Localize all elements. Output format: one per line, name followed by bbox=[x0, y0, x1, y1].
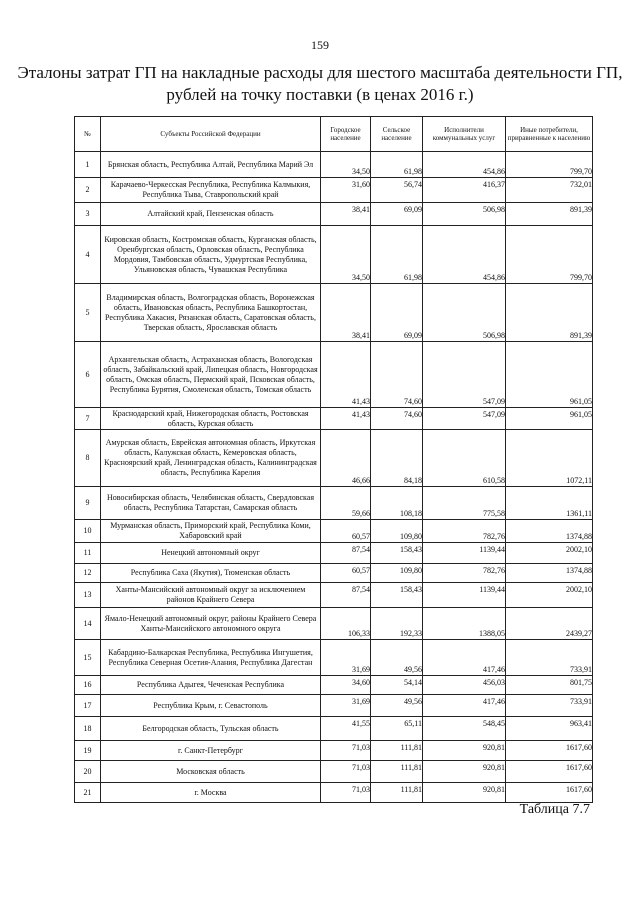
row-number: 6 bbox=[75, 342, 101, 408]
row-urban-value: 71,03 bbox=[321, 741, 371, 761]
row-other-value: 961,05 bbox=[506, 408, 593, 430]
row-urban-value: 34,60 bbox=[321, 676, 371, 695]
row-region: Ямало-Ненецкий автономный округ, районы Крайнего Севера Ханты-Мансийского автономного округа bbox=[101, 608, 321, 640]
row-urban-value: 38,41 bbox=[321, 284, 371, 342]
table-row bbox=[75, 783, 593, 803]
row-number: 10 bbox=[75, 520, 101, 543]
row-other-value: 1361,11 bbox=[506, 487, 593, 520]
row-region: Архангельская область, Астраханская область, Вологодская область, Забайкальский край, Липецкая область, Новгородская область, Омская область, Пермский край, Псковская область, Республика Бурятия, Смоленская область, Томская область bbox=[101, 342, 321, 408]
row-utility-value: 456,03 bbox=[423, 676, 506, 695]
row-rural-value: 108,18 bbox=[371, 487, 423, 520]
row-number: 15 bbox=[75, 640, 101, 676]
row-other-value: 1374,88 bbox=[506, 520, 593, 543]
table-row bbox=[75, 342, 593, 408]
table-caption: Таблица 7.7 bbox=[519, 802, 590, 817]
row-other-value: 2002,10 bbox=[506, 583, 593, 608]
row-rural-value: 74,60 bbox=[371, 408, 423, 430]
row-region: Московская область bbox=[101, 761, 321, 783]
table-row bbox=[75, 408, 593, 430]
row-region: Новосибирская область, Челябинская область, Свердловская область, Республика Татарстан, Самарская область bbox=[101, 487, 321, 520]
row-number: 4 bbox=[75, 226, 101, 284]
row-utility-value: 1139,44 bbox=[423, 543, 506, 564]
row-other-value: 2002,10 bbox=[506, 543, 593, 564]
row-utility-value: 920,81 bbox=[423, 741, 506, 761]
row-urban-value: 106,33 bbox=[321, 608, 371, 640]
row-region: Белгородская область, Тульская область bbox=[101, 717, 321, 741]
row-number: 20 bbox=[75, 761, 101, 783]
row-other-value: 963,41 bbox=[506, 717, 593, 741]
row-urban-value: 31,69 bbox=[321, 640, 371, 676]
row-utility-value: 506,98 bbox=[423, 284, 506, 342]
row-region: Республика Адыгея, Чеченская Республика bbox=[101, 676, 321, 695]
row-urban-value: 41,43 bbox=[321, 342, 371, 408]
row-other-value: 1374,88 bbox=[506, 564, 593, 583]
row-region: Мурманская область, Приморский край, Республика Коми, Хабаровский край bbox=[101, 520, 321, 543]
row-rural-value: 111,81 bbox=[371, 761, 423, 783]
row-utility-value: 547,09 bbox=[423, 342, 506, 408]
row-region: Кабардино-Балкарская Республика, Республика Ингушетия, Республика Северная Осетия-Алания, Республика Дагестан bbox=[101, 640, 321, 676]
row-urban-value: 34,50 bbox=[321, 226, 371, 284]
row-rural-value: 158,43 bbox=[371, 543, 423, 564]
row-utility-value: 1388,05 bbox=[423, 608, 506, 640]
row-urban-value: 46,66 bbox=[321, 430, 371, 487]
row-utility-value: 506,98 bbox=[423, 203, 506, 226]
row-rural-value: 61,98 bbox=[371, 226, 423, 284]
row-utility-value: 775,58 bbox=[423, 487, 506, 520]
row-utility-value: 547,09 bbox=[423, 408, 506, 430]
row-other-value: 891,39 bbox=[506, 284, 593, 342]
row-rural-value: 158,43 bbox=[371, 583, 423, 608]
row-utility-value: 920,81 bbox=[423, 783, 506, 803]
header-number: № bbox=[75, 117, 101, 152]
row-other-value: 801,75 bbox=[506, 676, 593, 695]
row-region: Владимирская область, Волгоградская область, Воронежская область, Ивановская область, Республика Башкортостан, Республика Хакасия, Рязанская область, Саратовская область, Тверская область, Ярославская область bbox=[101, 284, 321, 342]
row-number: 7 bbox=[75, 408, 101, 430]
row-urban-value: 71,03 bbox=[321, 783, 371, 803]
table-row bbox=[75, 583, 593, 608]
row-number: 18 bbox=[75, 717, 101, 741]
row-region: Амурская область, Еврейская автономная область, Иркутская область, Калужская область, Кемеровская область, Красноярский край, Ленинградская область, Калининградская область, Республика Карелия bbox=[101, 430, 321, 487]
row-utility-value: 782,76 bbox=[423, 520, 506, 543]
row-number: 3 bbox=[75, 203, 101, 226]
header-other: Иные потребители, приравненные к населению bbox=[506, 117, 593, 152]
row-number: 8 bbox=[75, 430, 101, 487]
row-region: Кировская область, Костромская область, Курганская область, Оренбургская область, Орловская область, Республика Мордовия, Тамбовская область, Удмуртская Республика, Ульяновская область, Чувашская Республика bbox=[101, 226, 321, 284]
table-row bbox=[75, 676, 593, 695]
row-rural-value: 111,81 bbox=[371, 741, 423, 761]
table-row bbox=[75, 741, 593, 761]
header-utility: Исполнители коммунальных услуг bbox=[423, 117, 506, 152]
row-region: Алтайский край, Пензенская область bbox=[101, 203, 321, 226]
row-other-value: 961,05 bbox=[506, 342, 593, 408]
row-number: 21 bbox=[75, 783, 101, 803]
row-urban-value: 60,57 bbox=[321, 564, 371, 583]
row-urban-value: 87,54 bbox=[321, 583, 371, 608]
row-other-value: 732,01 bbox=[506, 178, 593, 203]
table-header-row bbox=[75, 117, 593, 152]
row-other-value: 1617,60 bbox=[506, 783, 593, 803]
row-other-value: 1072,11 bbox=[506, 430, 593, 487]
row-region: Ханты-Мансийский автономный округ за исключением районов Крайнего Севера bbox=[101, 583, 321, 608]
header-rural: Сельское население bbox=[371, 117, 423, 152]
row-rural-value: 74,60 bbox=[371, 342, 423, 408]
cost-table bbox=[74, 116, 593, 803]
row-urban-value: 59,66 bbox=[321, 487, 371, 520]
row-utility-value: 417,46 bbox=[423, 695, 506, 717]
row-rural-value: 192,33 bbox=[371, 608, 423, 640]
table-row bbox=[75, 761, 593, 783]
row-number: 2 bbox=[75, 178, 101, 203]
table-row bbox=[75, 226, 593, 284]
row-other-value: 799,70 bbox=[506, 152, 593, 178]
table-row bbox=[75, 564, 593, 583]
header-urban: Городское население bbox=[321, 117, 371, 152]
row-rural-value: 69,09 bbox=[371, 203, 423, 226]
row-utility-value: 920,81 bbox=[423, 761, 506, 783]
row-utility-value: 416,37 bbox=[423, 178, 506, 203]
row-number: 1 bbox=[75, 152, 101, 178]
table-row bbox=[75, 543, 593, 564]
row-other-value: 733,91 bbox=[506, 695, 593, 717]
table-row bbox=[75, 203, 593, 226]
row-other-value: 733,91 bbox=[506, 640, 593, 676]
row-urban-value: 60,57 bbox=[321, 520, 371, 543]
table-row bbox=[75, 640, 593, 676]
row-number: 12 bbox=[75, 564, 101, 583]
row-region: Брянская область, Республика Алтай, Республика Марий Эл bbox=[101, 152, 321, 178]
table-row bbox=[75, 284, 593, 342]
row-other-value: 1617,60 bbox=[506, 741, 593, 761]
table-row bbox=[75, 717, 593, 741]
row-rural-value: 65,11 bbox=[371, 717, 423, 741]
row-number: 11 bbox=[75, 543, 101, 564]
row-urban-value: 31,69 bbox=[321, 695, 371, 717]
row-number: 14 bbox=[75, 608, 101, 640]
row-rural-value: 109,80 bbox=[371, 520, 423, 543]
row-utility-value: 782,76 bbox=[423, 564, 506, 583]
row-other-value: 1617,60 bbox=[506, 761, 593, 783]
row-utility-value: 1139,44 bbox=[423, 583, 506, 608]
table-row bbox=[75, 487, 593, 520]
row-other-value: 2439,27 bbox=[506, 608, 593, 640]
row-urban-value: 41,55 bbox=[321, 717, 371, 741]
table-row bbox=[75, 520, 593, 543]
row-other-value: 891,39 bbox=[506, 203, 593, 226]
row-urban-value: 31,60 bbox=[321, 178, 371, 203]
row-number: 9 bbox=[75, 487, 101, 520]
row-rural-value: 109,80 bbox=[371, 564, 423, 583]
row-region: Республика Саха (Якутия), Тюменская область bbox=[101, 564, 321, 583]
row-number: 13 bbox=[75, 583, 101, 608]
row-region: Карачаево-Черкесская Республика, Республика Калмыкия, Республика Тыва, Ставропольский край bbox=[101, 178, 321, 203]
row-utility-value: 610,58 bbox=[423, 430, 506, 487]
row-utility-value: 417,46 bbox=[423, 640, 506, 676]
row-rural-value: 69,09 bbox=[371, 284, 423, 342]
row-rural-value: 54,14 bbox=[371, 676, 423, 695]
row-region: Республика Крым, г. Севастополь bbox=[101, 695, 321, 717]
table-row bbox=[75, 178, 593, 203]
page-title: Эталоны затрат ГП на накладные расходы для шестого масштаба деятельности ГП, рублей на точку поставки (в ценах 2016 г.) bbox=[17, 63, 623, 104]
page-number: 159 bbox=[311, 38, 329, 52]
row-urban-value: 87,54 bbox=[321, 543, 371, 564]
row-number: 19 bbox=[75, 741, 101, 761]
row-region: г. Санкт-Петербург bbox=[101, 741, 321, 761]
row-region: г. Москва bbox=[101, 783, 321, 803]
row-region: Краснодарский край, Нижегородская область, Ростовская область, Курская область bbox=[101, 408, 321, 430]
row-urban-value: 41,43 bbox=[321, 408, 371, 430]
row-utility-value: 548,45 bbox=[423, 717, 506, 741]
table-row bbox=[75, 608, 593, 640]
row-urban-value: 34,50 bbox=[321, 152, 371, 178]
row-number: 5 bbox=[75, 284, 101, 342]
row-rural-value: 61,98 bbox=[371, 152, 423, 178]
row-utility-value: 454,86 bbox=[423, 226, 506, 284]
row-number: 17 bbox=[75, 695, 101, 717]
row-rural-value: 49,56 bbox=[371, 695, 423, 717]
row-rural-value: 56,74 bbox=[371, 178, 423, 203]
table-body bbox=[75, 152, 593, 803]
table-row bbox=[75, 430, 593, 487]
row-rural-value: 111,81 bbox=[371, 783, 423, 803]
row-rural-value: 84,18 bbox=[371, 430, 423, 487]
row-rural-value: 49,56 bbox=[371, 640, 423, 676]
row-urban-value: 71,03 bbox=[321, 761, 371, 783]
row-region: Ненецкий автономный округ bbox=[101, 543, 321, 564]
row-other-value: 799,70 bbox=[506, 226, 593, 284]
table-row bbox=[75, 152, 593, 178]
row-utility-value: 454,86 bbox=[423, 152, 506, 178]
table-row bbox=[75, 695, 593, 717]
row-urban-value: 38,41 bbox=[321, 203, 371, 226]
row-number: 16 bbox=[75, 676, 101, 695]
header-region: Субъекты Российской Федерации bbox=[101, 117, 321, 152]
